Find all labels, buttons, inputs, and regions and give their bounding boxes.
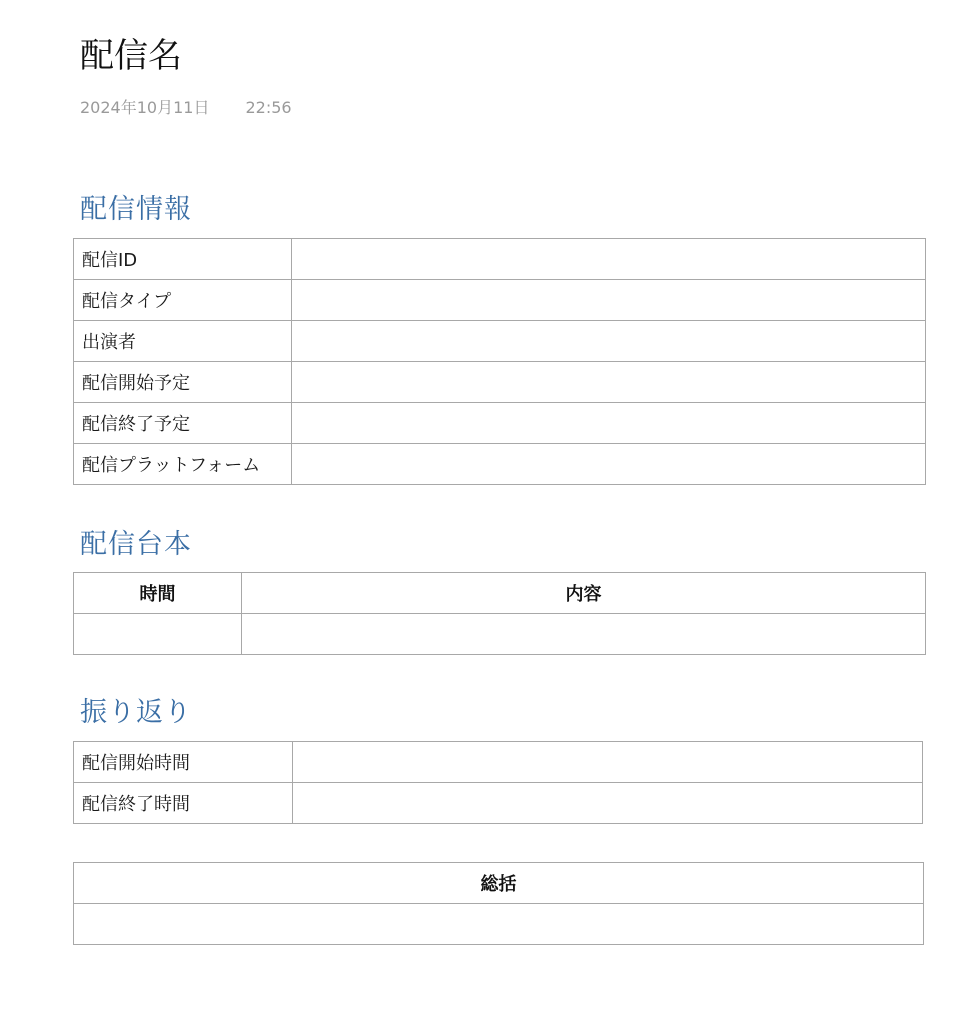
script-time-cell[interactable]: [74, 614, 242, 655]
summary-value-cell[interactable]: [74, 904, 924, 945]
table-header-row: [74, 573, 926, 614]
time-text: 22:56: [245, 98, 292, 117]
scheduled-end-label: 配信終了予定: [74, 403, 292, 444]
scheduled-end-value[interactable]: [292, 403, 926, 444]
summary-table: [73, 862, 924, 945]
scheduled-start-value[interactable]: [292, 362, 926, 403]
scheduled-start-label: 配信開始予定: [74, 362, 292, 403]
review-table: [73, 741, 923, 824]
timestamp: [80, 98, 292, 118]
table-row: [74, 742, 923, 783]
stream-info-table: [73, 238, 926, 485]
performers-value[interactable]: [292, 321, 926, 362]
script-heading: 配信台本: [80, 529, 192, 560]
table-row: [74, 444, 926, 485]
table-header-row: [74, 863, 924, 904]
table-row: [74, 904, 924, 945]
stream-type-value[interactable]: [292, 280, 926, 321]
table-row: [74, 239, 926, 280]
table-row: [74, 321, 926, 362]
actual-start-value[interactable]: [293, 742, 923, 783]
script-content-cell[interactable]: [242, 614, 926, 655]
table-row: [74, 783, 923, 824]
page-title: 配信名: [80, 36, 182, 76]
platform-value[interactable]: [292, 444, 926, 485]
content-column-header: 内容: [242, 573, 926, 614]
platform-label: 配信プラットフォーム: [74, 444, 292, 485]
actual-end-value[interactable]: [293, 783, 923, 824]
stream-info-heading: 配信情報: [80, 194, 192, 225]
time-column-header: 時間: [74, 573, 242, 614]
stream-id-value[interactable]: [292, 239, 926, 280]
review-heading: 振り返り: [80, 697, 192, 728]
performers-label: 出演者: [74, 321, 292, 362]
script-table: [73, 572, 926, 655]
table-row: [74, 403, 926, 444]
actual-start-label: 配信開始時間: [74, 742, 293, 783]
table-row: [74, 614, 926, 655]
actual-end-label: 配信終了時間: [74, 783, 293, 824]
stream-id-label: 配信ID: [74, 239, 292, 280]
stream-type-label: 配信タイプ: [74, 280, 292, 321]
date-text: 2024年10月11日: [80, 98, 210, 117]
table-row: [74, 362, 926, 403]
summary-header: 総括: [74, 863, 924, 904]
table-row: [74, 280, 926, 321]
